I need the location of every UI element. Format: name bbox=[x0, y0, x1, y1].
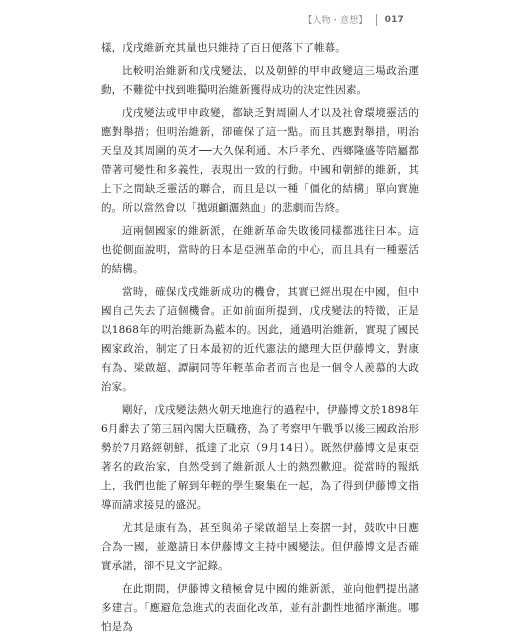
page-header bbox=[303, 13, 404, 26]
paragraph-5: 當時，確保戊戌維新成功的機會，其實已經出現在中國，但中國自己失去了這個機會。正如前面所提到，戊戌變法的特徵，正是以1868年的明治維新為藍本的。因此，通過明治維新，實現了國民國家政治，制定了日本最初的近代憲法的總理大臣伊藤博文，對康有為、梁啟超、譚嗣同等年輕革命者而言也是一個令人羨慕的大政治家。 bbox=[101, 286, 419, 393]
header-divider bbox=[376, 14, 377, 26]
paragraph-3: 戊戌變法或甲申政變，都缺乏對周圍人才以及社會環境靈活的應對舉措；但明治維新，卻確保了這一點。而且其應對舉措，明治天皇及其周圍的英才──大久保利通、木戶孝允、西鄉隆盛等陪屬都帶著可變性和多義性，表現出一致的行動。中國和朝鮮的維新，其上下之間缺乏靈活的聯合，而且是以一種「僵化的結構」單向實施的。所以當然會以「拋頭顱灑熱血」的悲劇而告終。 bbox=[101, 107, 419, 214]
paragraph-1: 樣，戊戌維新充其量也只維持了百日便落下了帷幕。 bbox=[101, 42, 346, 54]
section-title: 【人物・意想】 bbox=[303, 16, 368, 26]
paragraph-6: 剛好，戊戌變法熱火朝天地進行的過程中，伊藤博文於1898年6月辭去了第三屆內閣大臣職務，為了考察甲午戰爭以後三國政治形勢於7月路經朝鮮，抵達了北京（9月14日）。既然伊藤博文是東亞著名的政治家，自然受到了維新派人士的熱烈歡迎。從當時的報紙上，我們也能了解到年輕的學生聚集在一起，為了得到伊藤博文指導而請求接見的盛況。 bbox=[101, 404, 419, 511]
paragraph-2: 比較明治維新和戊戌變法，以及朝鮮的甲申政變這三場政治運動，不難從中找到唯獨明治維新獲得成功的決定性因素。 bbox=[101, 65, 419, 96]
page-number: 017 bbox=[384, 14, 404, 25]
paragraph-7: 尤其是康有為，甚至與弟子梁啟超呈上奏摺一封，鼓吹中日應合為一國，並邀請日本伊藤博文主持中國變法。但伊藤博文是否確實承諾，卻不見文字記錄。 bbox=[101, 522, 419, 572]
paragraph-8: 在此期間，伊藤博文積極會見中國的維新派，並向他們提出諸多建言。「應避危急進式的表面化改革，並有計劃性地循序漸進。哪怕是為 bbox=[101, 583, 419, 633]
paragraph-4: 這兩個國家的維新派，在維新革命失敗後同樣都逃往日本。這也從側面說明，當時的日本是亞洲革命的中心，而且具有一種靈活的結構。 bbox=[101, 225, 419, 275]
body-text bbox=[101, 39, 419, 641]
